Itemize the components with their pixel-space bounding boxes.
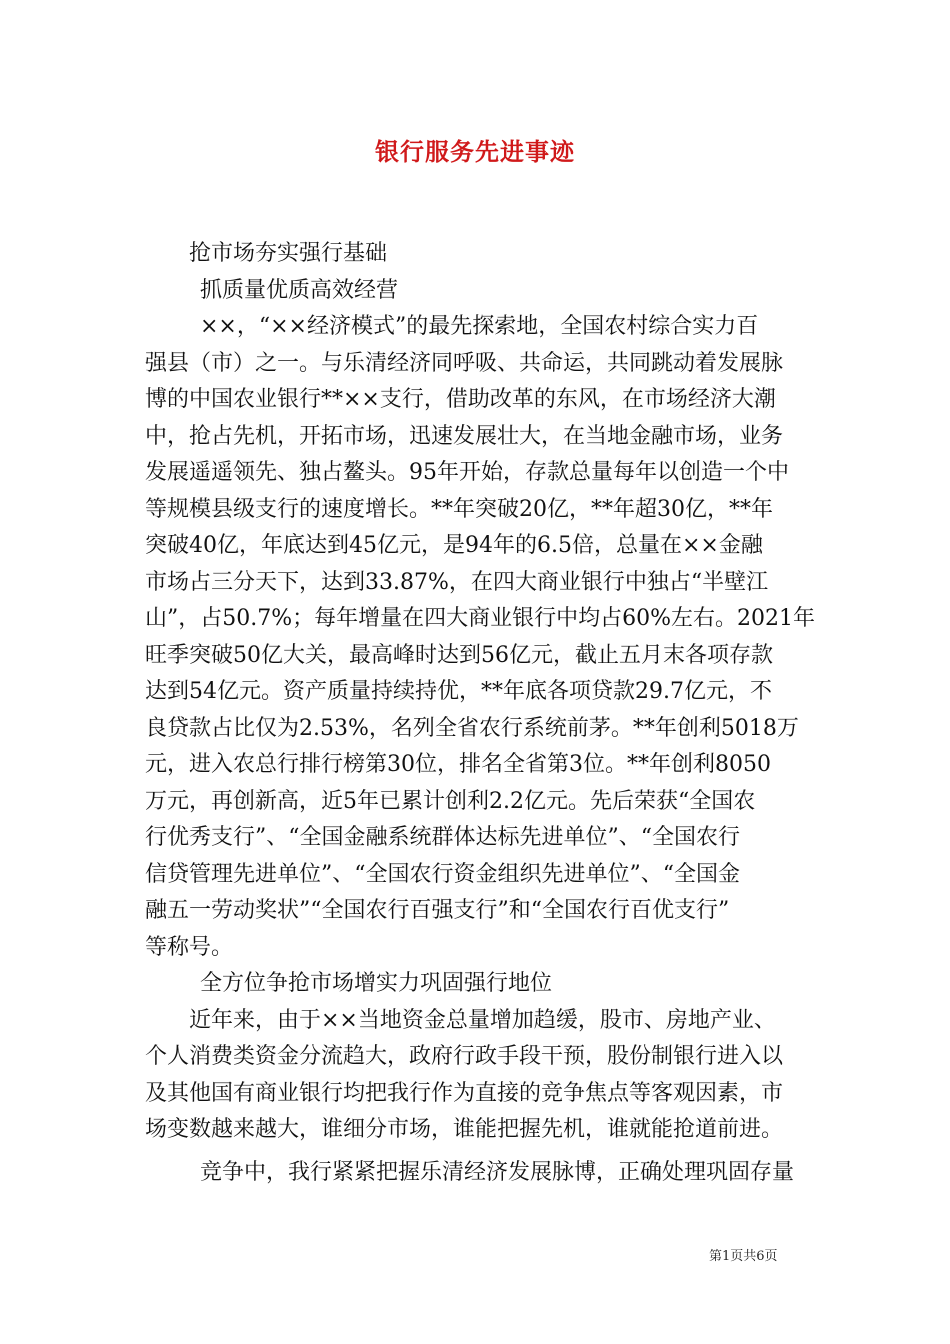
paragraph-line: 场变数越来越大，谁细分市场，谁能把握先机，谁就能抢道前进。 <box>145 1117 784 1142</box>
paragraph-line: 市场占三分天下，达到33.87%，在四大商业银行中独占“半壁江 <box>145 569 769 595</box>
paragraph-line: ××，“××经济模式”的最先探索地，全国农村综合实力百 <box>200 314 759 339</box>
document-title: 银行服务先进事迹 <box>375 137 575 166</box>
paragraph-line: 个人消费类资金分流趋大，政府行政手段干预，股份制银行进入以 <box>145 1044 784 1069</box>
paragraph-line: 近年来，由于××当地资金总量增加趋缓，股市、房地产业、 <box>189 1007 776 1033</box>
paragraph-line: 达到54亿元。资产质量持续持优，**年底各项贷款29.7亿元，不 <box>145 679 772 704</box>
paragraph-line: 等称号。 <box>145 934 234 960</box>
subheading-line: 全方位争抢市场增实力巩固强行地位 <box>200 971 553 996</box>
paragraph-line: 中，抢占先机，开拓市场，迅速发展壮大，在当地金融市场，业务 <box>145 423 784 449</box>
paragraph-line: 行优秀支行”、“全国金融系统群体达标先进单位”、“全国农行 <box>145 825 740 850</box>
paragraph-line: 强县（市）之一。与乐清经济同呼吸、共命运，共同跳动着发展脉 <box>145 350 784 376</box>
paragraph-line: 山”，占50.7%；每年增量在四大商业银行中均占60%左右。2021年 <box>145 606 816 631</box>
paragraph-line: 发展遥遥领先、独占鳌头。95年开始，存款总量每年以创造一个中 <box>145 460 789 485</box>
paragraph-line: 良贷款占比仅为2.53%，名列全省农行系统前茅。**年创利5018万 <box>145 715 799 741</box>
paragraph-line: 融五一劳动奖状”“全国农行百强支行”和“全国农行百优支行” <box>145 898 730 923</box>
paragraph-line: 博的中国农业银行**××支行，借助改革的东风，在市场经济大潮 <box>145 387 776 412</box>
paragraph-line: 及其他国有商业银行均把我行作为直接的竞争焦点等客观因素，市 <box>145 1080 784 1106</box>
page-number: 第1页共6页 <box>709 1249 778 1264</box>
paragraph-line: 等规模县级支行的速度增长。**年突破20亿，**年超30亿，**年 <box>145 496 773 522</box>
paragraph-line: 信贷管理先进单位”、“全国农行资金组织先进单位”、“全国金 <box>145 861 740 887</box>
subheading-line: 抓质量优质高效经营 <box>200 277 399 303</box>
paragraph-line: 元，进入农总行排行榜第30位，排名全省第3位。**年创利8050 <box>145 752 771 777</box>
paragraph-line: 万元，再创新高，近5年已累计创利2.2亿元。先后荣获“全国农 <box>145 788 756 814</box>
paragraph-line: 竞争中，我行紧紧把握乐清经济发展脉博，正确处理巩固存量 <box>200 1159 795 1185</box>
paragraph-line: 旺季突破50亿大关，最高峰时达到56亿元，截止五月末各项存款 <box>145 642 773 668</box>
document-body <box>145 236 816 1191</box>
paragraph-line: 突破40亿，年底达到45亿元，是94年的6.5倍，总量在××金融 <box>145 533 763 558</box>
subheading-line: 抢市场夯实强行基础 <box>189 241 388 266</box>
